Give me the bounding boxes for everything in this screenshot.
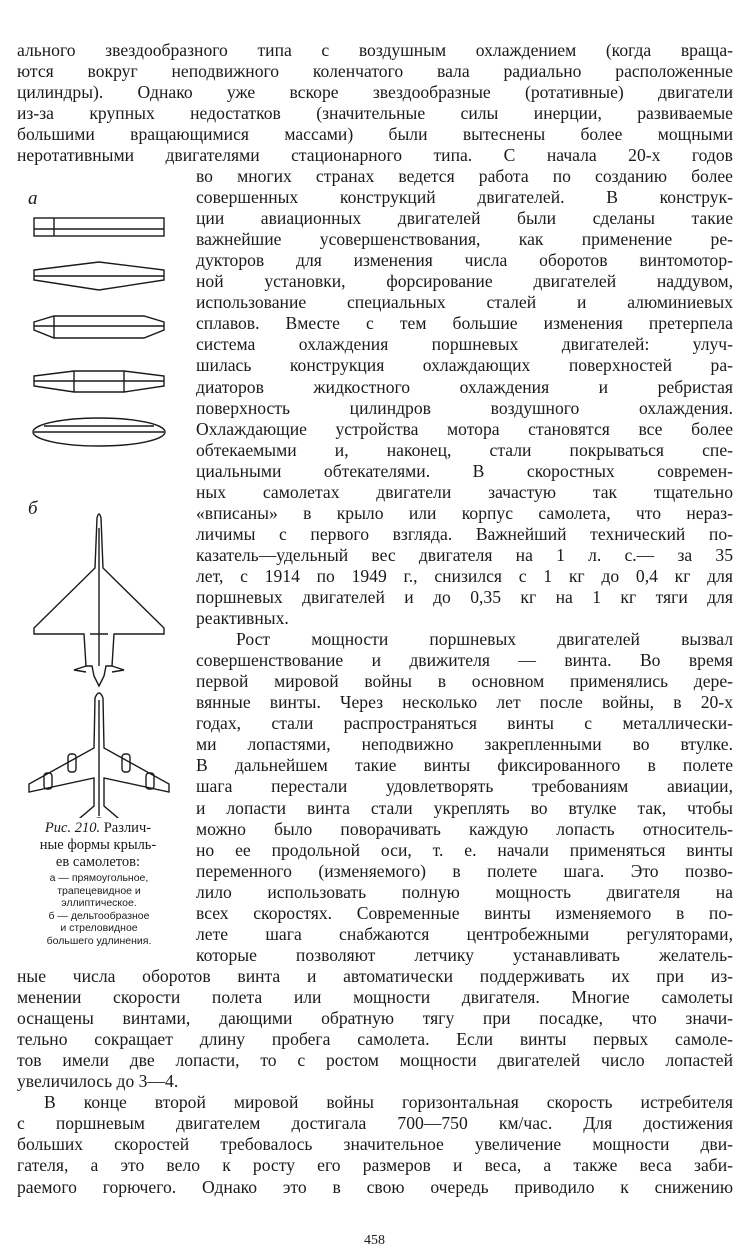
text-line: гателя, а это вело к росту его размеров и веса, а также веса заби- <box>17 1155 733 1176</box>
text-line: и лопасти винта стали укреплять во втулке так, чтобы <box>196 797 733 818</box>
text-line: важнейшие усовершенствования, как применение ре- <box>196 229 733 250</box>
text-line: совершенствование и движителя — винта. Во время <box>196 650 733 671</box>
text-line: ются вокруг неподвижного коленчатого вала радиально расположенные <box>17 61 733 82</box>
text-line: поверхность цилиндров воздушного охлаждения. <box>196 397 733 418</box>
text-line: вянные винты. Через несколько лет после войны, в 20-х <box>196 692 733 713</box>
text-line: лило использовать полную мощность двигателя на <box>196 881 733 902</box>
text-line: во многих странах ведется работа по созданию более <box>196 166 733 186</box>
caption-line: ные формы крыль- <box>39 837 157 853</box>
rectangular-wing-icon <box>34 218 164 236</box>
text-line: В дальнейшем такие винты фиксированного в полете <box>196 755 733 776</box>
text-line: раемого горючего. Однако это в свою очередь приводило к снижению <box>17 1176 733 1197</box>
text-line: сплавов. Вместе с тем большие изменения претерпела <box>196 313 733 334</box>
text-line: увеличилось до 3—4. <box>17 1071 179 1092</box>
page-number: 458 <box>364 1233 385 1248</box>
text-line: совершенных конструкций двигателей. В конструк- <box>196 187 733 208</box>
figure-legend <box>14 872 184 947</box>
text-line: первой мировой войны в основном применялись дере- <box>196 671 733 692</box>
legend-line: а — прямоугольное, <box>49 872 149 884</box>
text-line: ной установки, форсирование двигателей наддувом, <box>196 271 733 292</box>
text-line: годах, стали распространяться винты с металлически- <box>196 713 733 734</box>
text-line: ального звездообразного типа с воздушным охлаждением (когда враща- <box>17 40 733 60</box>
text-line: шилась конструкция охлаждающих поверхностей ра- <box>196 355 733 376</box>
text-line: поршневых двигателей и до 0,35 кг на 1 кг тяги для <box>196 587 733 607</box>
text-line: с поршневым двигателем достигала 700—750 км/час. Для достижения <box>17 1113 733 1134</box>
delta-wing-aircraft-icon <box>34 514 164 686</box>
text-line: Рост мощности поршневых двигателей вызвал <box>236 629 733 650</box>
text-line: Охлаждающие устройства мотора становятся все более <box>196 418 733 439</box>
text-line: большими вращающимися массами) были вытеснены более мощными <box>17 124 733 145</box>
trapezoidal-wing-icon-3 <box>34 371 164 392</box>
text-line: лет, с 1914 по 1949 г., снизился с 1 кг до 0,4 кг для <box>196 565 733 586</box>
text-line: диаторов жидкостного охлаждения и ребристая <box>196 376 733 397</box>
text-line: система охлаждения поршневых двигателей: улуч- <box>196 334 733 355</box>
text-line: лете шага снабжаются центробежными регуляторами, <box>196 923 733 944</box>
text-line: цилиндры). Однако уже вскоре звездообразные (ротативные) двигатели <box>17 82 733 103</box>
text-line: «вписаны» в крыло или корпус самолета, что нераз- <box>196 502 733 523</box>
text-line: реактивных. <box>196 608 289 629</box>
text-line: ных самолетах двигатели зачастую так тщательно <box>196 481 733 502</box>
text-line: можно было поворачивать каждую лопасть относитель- <box>196 818 733 839</box>
swept-wing-aircraft-icon <box>29 693 169 818</box>
text-line: неротативными двигателями стационарного типа. С начала 20-х годов <box>17 145 733 166</box>
text-line: дукторов для изменения числа оборотов винтомотор- <box>196 250 733 271</box>
text-line: из-за крупных недостатков (значительные силы инерции, развиваемые <box>17 103 733 124</box>
text-line: больших скоростей требовалось значительное увеличение мощности дви- <box>17 1134 733 1155</box>
elliptical-wing-icon <box>33 418 165 446</box>
text-line: обтекаемыми и, наконец, стали покрываться спе- <box>196 439 733 460</box>
trapezoidal-wing-icon <box>34 262 164 290</box>
caption-line: Различ- <box>103 820 152 836</box>
text-line: оснащены винтами, дающими обратную тягу при посадке, что значи- <box>17 1008 733 1029</box>
text-line: которые позволяют летчику устанавливать желатель- <box>196 944 733 965</box>
text-line: тов имели две лопасти, то с ростом мощности двигателей число лопастей <box>17 1050 733 1071</box>
text-line: шага перестали удовлетворять требованиям авиации, <box>196 776 733 797</box>
figure-label-a: а <box>28 188 38 209</box>
text-line: тельно сокращает длину пробега самолета. Если винты первых самоле- <box>17 1029 733 1050</box>
legend-line: трапецевидное и <box>57 884 141 897</box>
text-line: казатель—удельный вес двигателя на 1 л. с.— за 35 <box>196 544 733 565</box>
legend-line: б — дельтообразное <box>48 909 150 922</box>
figure-label-b: б <box>28 498 38 519</box>
caption-line: ев самолетов: <box>55 854 141 870</box>
text-line: менении скорости полета или мощности двигателя. Многие самолеты <box>17 987 733 1008</box>
text-line: использование специальных сталей и алюминиевых <box>196 292 733 313</box>
legend-line: и стреловидное <box>60 922 138 934</box>
caption-title: Рис. 210. <box>44 820 101 836</box>
figure-caption <box>14 820 182 871</box>
wing-shapes-illustration <box>14 188 184 818</box>
trapezoidal-wing-icon-2 <box>34 316 164 338</box>
text-line: но ее продольной оси, т. е. начали применяться винты <box>196 839 733 860</box>
legend-line: большего удлинения. <box>46 934 152 947</box>
text-line: ные числа оборотов винта и автоматически поддерживать их при из- <box>17 966 733 986</box>
text-line: ми лопастями, неподвижно закрепленными во втулке. <box>196 734 733 755</box>
text-line: В конце второй мировой войны горизонтальная скорость истребителя <box>44 1092 733 1113</box>
text-line: циальными обтекателями. В скоростных современ- <box>196 460 733 481</box>
legend-line: эллиптическое. <box>61 897 137 909</box>
text-line: всех скоростях. Современные винты изменяемого в по- <box>196 902 733 923</box>
text-line: личимы с первого взгляда. Важнейший технический по- <box>196 523 733 544</box>
text-line: ции авиационных двигателей были сделаны такие <box>196 208 733 229</box>
text-line: переменного (изменяемого) в полете шага. Это позво- <box>196 860 733 881</box>
